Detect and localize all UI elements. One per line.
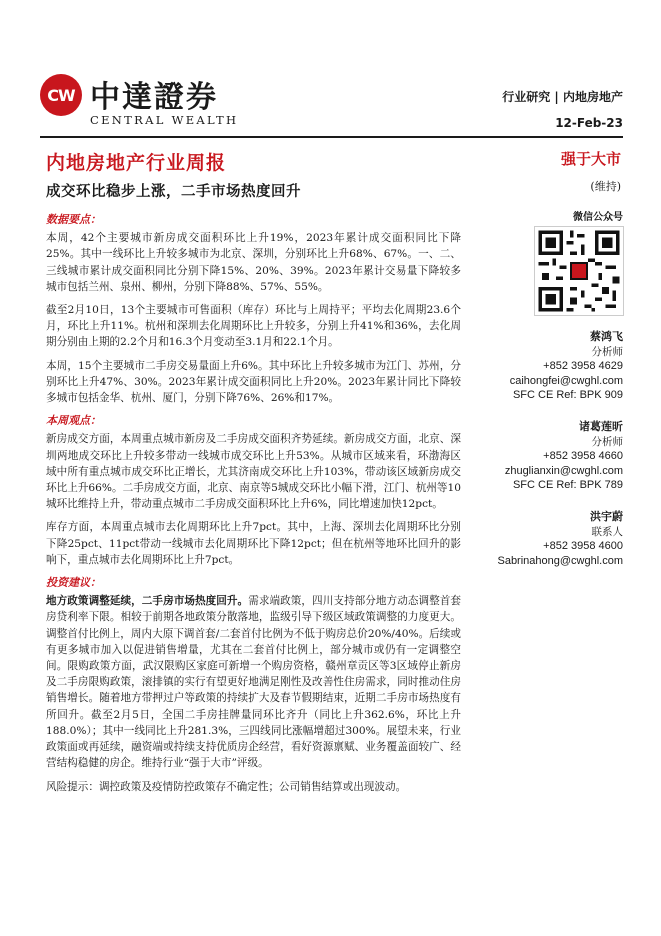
wechat-qr-code-icon [534, 226, 624, 316]
analyst-role: 分析师 [591, 435, 623, 448]
analyst-sfc-ref: SFC CE Ref: BPK 909 [512, 389, 623, 401]
analyst-role: 联系人 [591, 525, 623, 538]
section-heading-advice: 投资建议： [46, 576, 101, 590]
cw-logo-icon: CW [40, 74, 82, 116]
wechat-label: 微信公众号 [573, 212, 623, 223]
analyst-email[interactable]: Sabrinahong@cwghl.com [497, 554, 623, 567]
data-paragraph-2: 截至2月10日，13个主要城市可售面积（库存）环比与上周持平；平均去化周期23.6个月，环比上升11%。杭州和深圳去化周期环比上升较多，分别上升41%和36%，去化周期分别由上期的2.2个月和16.3个月变动至3.1月和22.1个月。 [46, 304, 461, 349]
section-heading-data: 数据要点： [46, 213, 101, 226]
sidebar [480, 208, 623, 223]
analyst-phone: +852 3958 4629 [543, 360, 623, 372]
rating-note: (维持) [590, 180, 621, 193]
view-paragraph-2: 库存方面，本周重点城市去化周期环比上升7pct。其中，上海、深圳去化周期环比分别下降25pct、11pct带动一线城市去化周期环比下降12pct；但在杭州等地环比回升的影响下，重点城市去化周期环比上升7pct。 [46, 521, 461, 566]
analyst-email[interactable]: zhuglianxin@cwghl.com [504, 464, 623, 477]
analyst-card-3 [497, 510, 623, 568]
analyst-card-2 [505, 420, 623, 493]
header-divider [40, 136, 623, 138]
view-paragraph-1: 新房成交方面，本周重点城市新房及二手房成交面积齐势延续。新房成交方面，北京、深圳两地成交环比上升较多带动一线城市成交环比上升53%。从城市区域来看，环渤海区域中所有重点城市成交环比正增长，尤其济南成交环比上升103%，带动该区域新房成交环比上升66%。二手房成交方面，北京、南京等5城成交环比小幅下滑，江门、杭州等10城环比维持上升，带动重点城市二手房成交面积环比上升6%，同比增速加快12pct。 [46, 433, 461, 511]
analyst-card-1 [510, 330, 623, 403]
analyst-email[interactable]: caihongfei@cwghl.com [509, 374, 623, 387]
advice-text: 需求端政策，四川支持部分地方动态调整首套房贷利率下限。相较于前期各地政策分散落地，监级引导下级区域政策调整的力度更大。调整首付比例上，周内大原下调首套/二套首付比例为不低于购房总价20%/40%。后续或有更多城市加入以促进销售增量，尤其在二套首付比例上，部分城市或仍有一定调整空间。限购政策方面，武汉限购区家庭可新增一个购房资格，赣州章贡区等3区域停止新房及二手房限购政策，滚排镇的实行有望更好地满足刚性及改善性住房需求，同时推动住房销售增长。随着地方带押过户等政策的持续扩大及春节假期结束，近期二手房市场热度有所回升。截至2月5日，全国二手房挂牌量同环比齐升（同比上升362.6%，环比上升188.0%）；其中一线同比上升281.3%，三四线同比涨幅增超过300%。展望未来，行业政策面或再延续，融资端或持续支持优质房企经营，看好资源禀赋、业务覆盖面较广、经营结构稳健的房企。维持行业“强于大市”评级。 [46, 595, 461, 770]
report-subtitle: 成交环比稳步上涨，二手市场热度回升 [46, 183, 301, 200]
advice-paragraph [46, 593, 461, 771]
analyst-name: 诸葛莲昕 [579, 420, 623, 433]
report-body [46, 208, 461, 802]
analyst-name: 洪宇蔚 [590, 510, 623, 523]
brand-name-en: CENTRAL WEALTH [90, 113, 239, 127]
report-date: 12-Feb-23 [555, 116, 623, 130]
risk-warning: 风险提示：调控政策及疫情防控政策存不确定性；公司销售结算或出现波动。 [46, 780, 407, 793]
industry-rating: 强于大市 [560, 150, 621, 168]
report-title: 内地房地产行业周报 [46, 152, 227, 174]
brand-name-cn: 中達證券 [90, 80, 218, 115]
analyst-role: 分析师 [591, 345, 623, 358]
advice-lead: 地方政策调整延续，二手房市场热度回升。 [46, 595, 249, 608]
analyst-phone: +852 3958 4660 [543, 450, 623, 462]
section-heading-view: 本周观点： [46, 414, 101, 428]
data-paragraph-3: 本周，15个主要城市二手房交易量面上升6%。其中环比上升较多城市为江门、苏州，分别环比上升47%、30%。2023年累计成交面积同比上升20%。2023年累计同比下降较多城市包括金华、杭州、厦门，分别下降76%、26%和17%。 [46, 359, 461, 405]
analyst-phone: +852 3958 4600 [543, 540, 623, 552]
analyst-sfc-ref: SFC CE Ref: BPK 789 [512, 479, 623, 491]
analyst-name: 蔡鸿飞 [590, 330, 623, 343]
report-category: 行业研究 | 内地房地产 [502, 90, 623, 104]
data-paragraph-1: 本周，42个主要城市新房成交面积环比上升19%，2023年累计成交面积同比下降25%。其中一线环比上升较多城市为北京、深圳，分别环比上升68%、67%。一、二、三线城市累计成交面积同比分别下降15%、20%、39%。2023年累计交易量下降较多城市包括兰州、泉州、柳州，分别下降88%、57%、55%。 [46, 232, 461, 293]
